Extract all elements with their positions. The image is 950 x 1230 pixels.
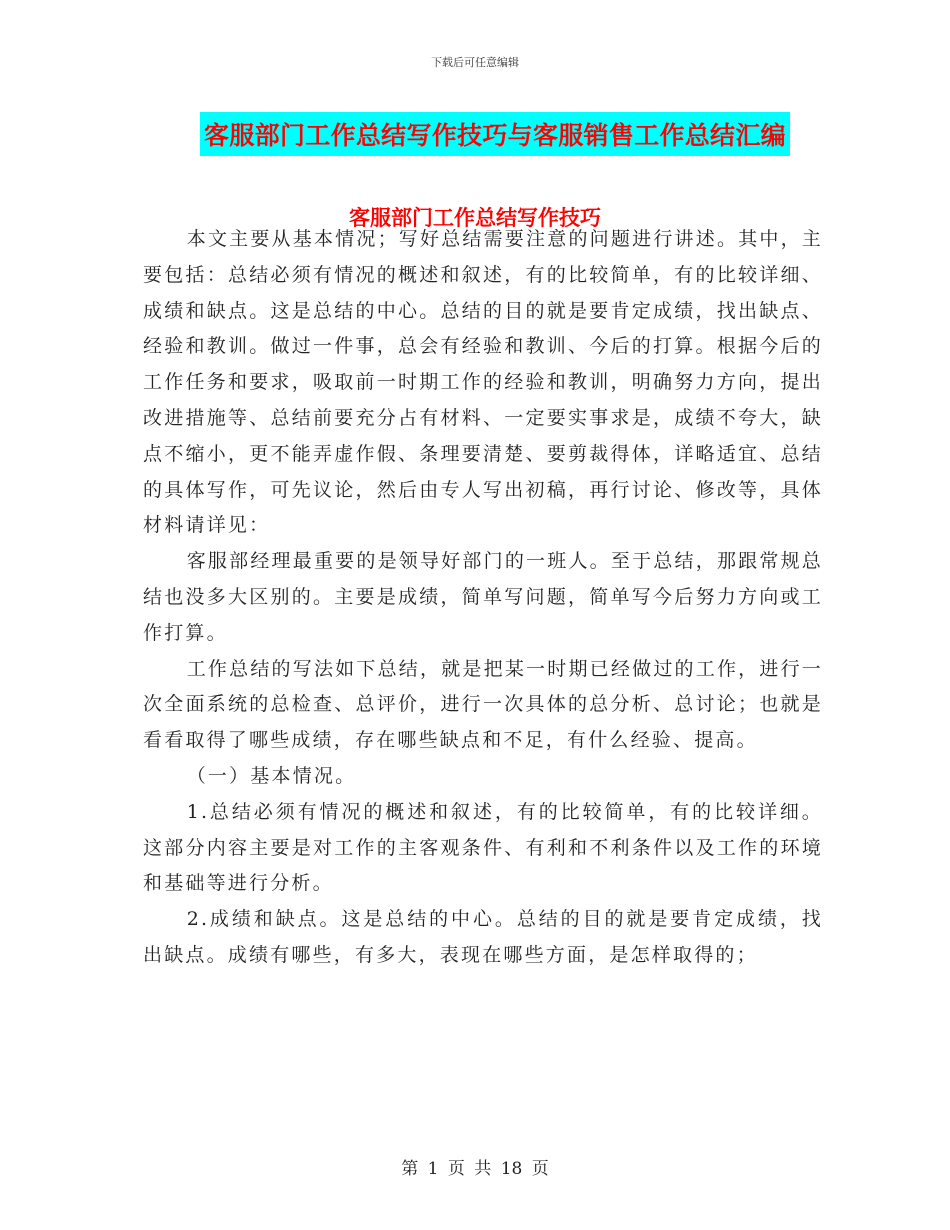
section-title: 客服部门工作总结写作技巧 (349, 206, 601, 230)
document-title-wrap (0, 112, 950, 156)
paragraph-method: 工作总结的写法如下总结，就是把某一时期已经做过的工作，进行一次全面系统的总检查、总评价，进行一次具体的总分析、总讨论；也就是看看取得了哪些成绩，存在哪些缺点和不足，有什么经验、提高。 (143, 657, 823, 752)
paragraph-intro: 本文主要从基本情况；写好总结需要注意的问题进行讲述。其中，主要包括：总结必须有情况的概述和叙述，有的比较简单，有的比较详细、成绩和缺点。这是总结的中心。总结的目的就是要肯定成绩，找出缺点、经验和教训。做过一件事，总会有经验和教训、今后的打算。根据今后的工作任务和要求，吸取前一时期工作的经验和教训，明确努力方向，提出改进措施等、总结前要充分占有材料、一定要实事求是，成绩不夸大，缺点不缩小，更不能弄虚作假、条理要清楚、要剪裁得体，详略适宜、总结的具体写作，可先议论，然后由专人写出初稿，再行讨论、修改等，具体材料请详见： (143, 228, 823, 537)
document-title: 客服部门工作总结写作技巧与客服销售工作总结汇编 (200, 112, 790, 156)
body-text (143, 222, 823, 974)
paragraph-item-2: 2.成绩和缺点。这是总结的中心。总结的目的就是要肯定成绩，找出缺点。成绩有哪些，有多大，表现在哪些方面，是怎样取得的； (143, 908, 823, 966)
header-note: 下载后可任意编辑 (431, 56, 519, 69)
page-number-footer: 第 1 页 共 18 页 (401, 1159, 549, 1179)
paragraph-item-1: 1.总结必须有情况的概述和叙述，有的比较简单，有的比较详细。这部分内容主要是对工作的主客观条件、有利和不利条件以及工作的环境和基础等进行分析。 (143, 800, 823, 895)
paragraph-heading-basic: （一）基本情况。 (186, 764, 357, 787)
paragraph-manager: 客服部经理最重要的是领导好部门的一班人。至于总结，那跟常规总结也没多大区别的。主要是成绩，简单写问题，简单写今后努力方向或工作打算。 (143, 550, 823, 644)
